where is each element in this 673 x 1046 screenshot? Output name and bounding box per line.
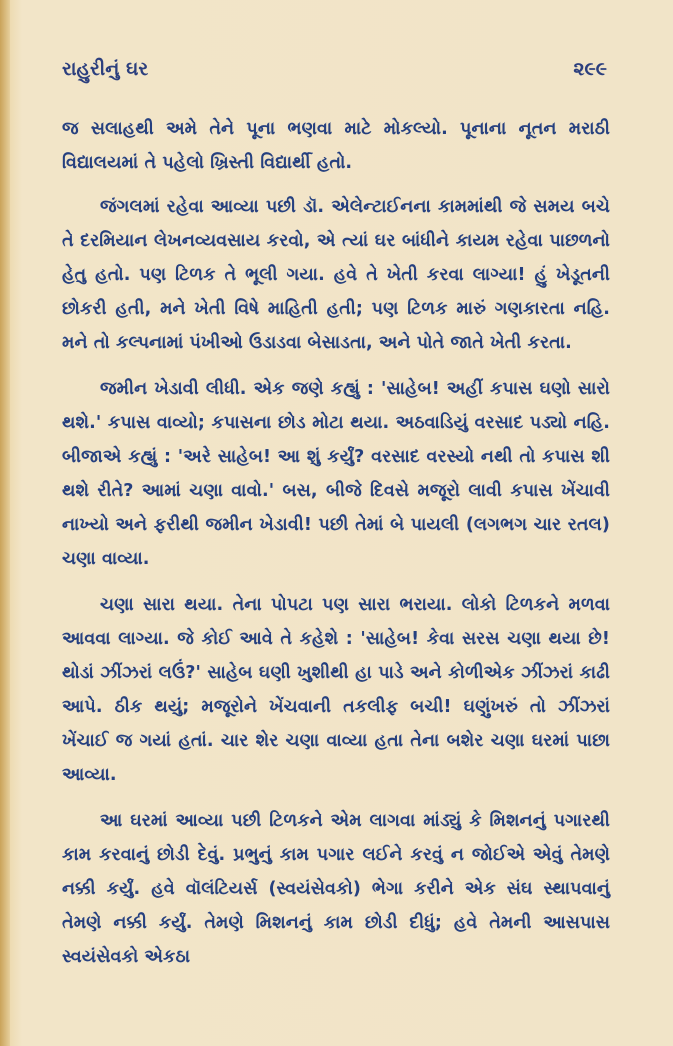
body-text bbox=[62, 112, 610, 974]
paragraph-3: જમીન ખેડાવી લીધી. એક જણે કહ્યું : 'સાહેબ! અહીં કપાસ ઘણો સારો થશે.' કપાસ વાવ્યો; કપાસના છોડ મોટા થયા. અઠવાડિયું વરસાદ પડ્યો નહિ. બીજાએ કહ્યું : 'અરે સાહેબ! આ શું કર્યું? વરસાદ વરસ્યો નથી તો કપાસ શી થશે રીતે? આમાં ચણા વાવો.' બસ, બીજે દિવસે મજૂરો લાવી કપાસ ખેંચાવી નાખ્યો અને ફરીથી જમીન ખેડાવી! પછી તેમાં બે પાયલી (લગભગ ચાર રતલ) ચણા વાવ્યા. bbox=[62, 379, 610, 569]
paragraph-1: જ સલાહથી અમે તેને પૂના ભણવા માટે મોકલ્યો. પૂનાના નૂતન મરાઠી વિદ્યાલયમાં તે પહેલો ખ્રિસ્તી વિદ્યાર્થી હતો. bbox=[62, 119, 610, 173]
running-title: રાહુરીનું ઘર bbox=[62, 58, 149, 80]
page-number: ૨૯૯ bbox=[573, 58, 607, 80]
paragraph-5: આ ઘરમાં આવ્યા પછી ટિળકને એમ લાગવા માંડ્યું કે મિશનનું પગારથી કામ કરવાનું છોડી દેવું. પ્રભુનું કામ પગાર લઈને કરવું ન જોઈએ એવું તેમણે નક્કી કર્યું. હવે વૉલંટિયર્સ (સ્વયંસેવકો) ભેગા કરીને એક સંઘ સ્થાપવાનું તેમણે નક્કી કર્યું. તેમણે મિશનનું કામ છોડી દીધું; હવે તેમની આસપાસ સ્વયંસેવકો એકઠા bbox=[62, 811, 610, 967]
page-header bbox=[62, 58, 607, 88]
paragraph-2: જંગલમાં રહેવા આવ્યા પછી ડૉ. એલેન્ટાઈનના કામમાંથી જે સમય બચે તે દરમિયાન લેખનવ્યવસાય કરવો, એ ત્યાં ઘર બાંધીને કાયમ રહેવા પાછળનો હેતુ હતો. પણ ટિળક તે ભૂલી ગયા. હવે તે ખેતી કરવા લાગ્યા! હું ખેડૂતની છોકરી હતી, મને ખેતી વિષે માહિતી હતી; પણ ટિળક મારું ગણકારતા નહિ. મને તો કલ્પનામાં પંખીઓ ઉડાડવા બેસાડતા, અને પોતે જાતે ખેતી કરતા. bbox=[62, 197, 610, 353]
book-spine-edge bbox=[0, 0, 10, 1046]
paragraph-4: ચણા સારા થયા. તેના પોપટા પણ સારા ભરાયા. લોકો ટિળકને મળવા આવવા લાગ્યા. જે કોઈ આવે તે કહેશે : 'સાહેબ! કેવા સરસ ચણા થયા છે! થોડાં ઝીંઝરાં લઉં?' સાહેબ ઘણી ખુશીથી હા પાડે અને કોળીએક ઝીંઝરાં કાઢી આપે. ઠીક થયું; મજૂરોને ખેંચવાની તકલીફ બચી! ઘણુંખરું તો ઝીંઝરાં ખેંચાઈ જ ગયાં હતાં. ચાર શેર ચણા વાવ્યા હતા તેના બશેર ચણા ઘરમાં પાછા આવ્યા. bbox=[62, 595, 610, 785]
